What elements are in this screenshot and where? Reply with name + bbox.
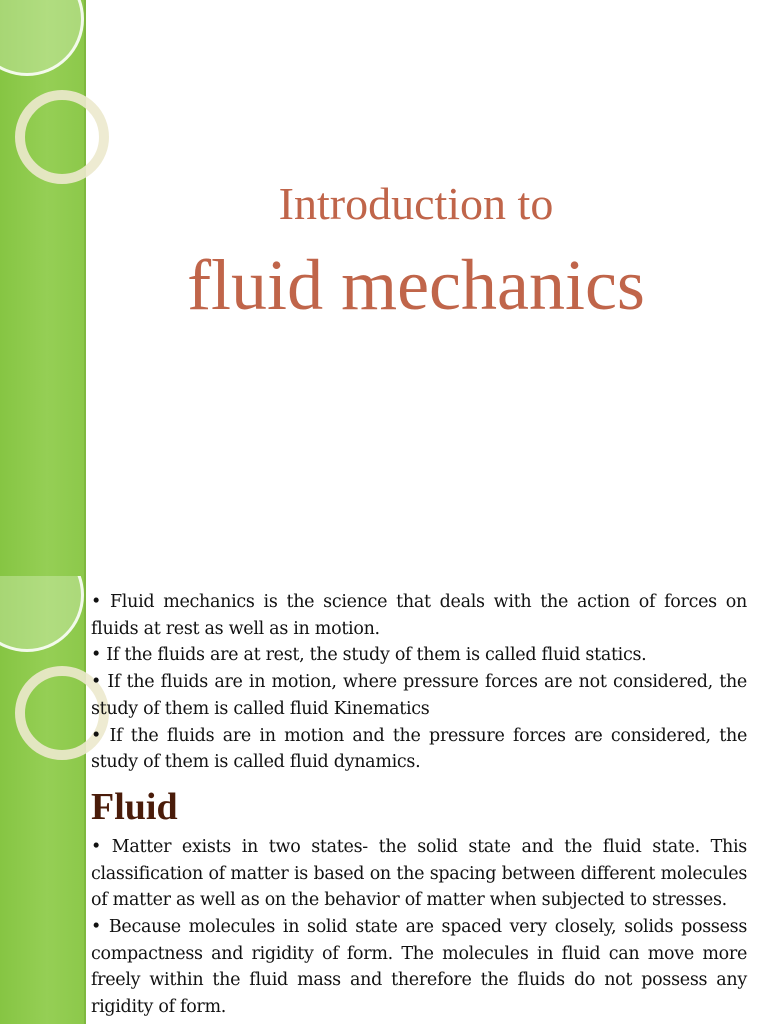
band-edge-line bbox=[84, 576, 86, 1024]
bullet-fluid-statics: • If the fluids are at rest, the study of them is called fluid statics. bbox=[91, 645, 647, 666]
bullet-fluid-dynamics: • If the fluids are in motion and the pressure forces are considered, the study of them is called fluid dynamics. bbox=[91, 725, 747, 773]
content-slide bbox=[0, 576, 768, 1024]
title-line-2: fluid mechanics bbox=[187, 245, 645, 325]
section-heading-fluid: Fluid bbox=[91, 785, 178, 828]
bullet-definition: • Fluid mechanics is the science that deals with the action of forces on fluids at rest as well as in motion. bbox=[91, 592, 747, 639]
bullet-states-of-matter: • Matter exists in two states- the solid state and the fluid state. This classification of matter is based on the spacing between different molecules of matter as well as on the behavior of matter when subjected to stresses. bbox=[91, 836, 747, 911]
bullet-fluid-kinematics: • If the fluids are in motion, where pressure forces are not considered, the study of them is called fluid Kinematics bbox=[91, 672, 747, 719]
green-side-band bbox=[0, 0, 86, 576]
title-line-1: Introduction to bbox=[278, 178, 554, 229]
decorative-ring-small bbox=[15, 90, 109, 184]
bullet-molecule-spacing: • Because molecules in solid state are spaced very closely, solids possess compactness and rigidity of form. The molecules in fluid can move more freely within the fluid mass and therefore the fluids do not possess any rigidity of form. bbox=[91, 917, 747, 1018]
slide-content bbox=[91, 589, 747, 1021]
